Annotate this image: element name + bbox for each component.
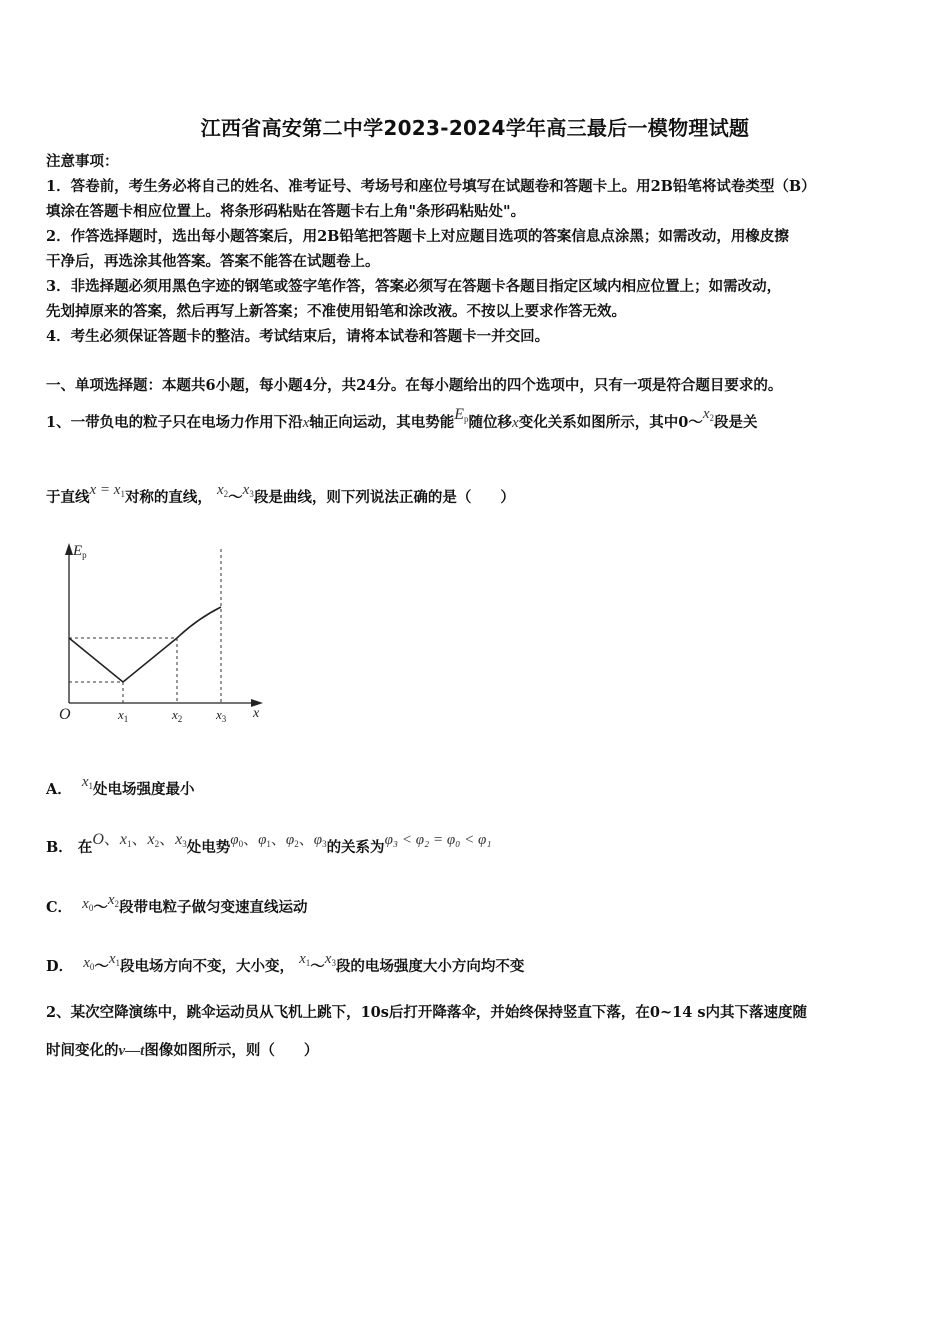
option-d[interactable]: D． $x_0\sim x_1$段电场方向不变，大小变， $x_1\sim x_3$段的电场强度大小方向均不变 [46, 951, 525, 975]
question-1-line-1: 1、一带负电的粒子只在电场力作用下沿x轴正向运动，其电势能$E_p$随位移x变化关系如图所示，其中$0\sim x_2$段是关 [46, 406, 758, 431]
ep-curve-segment [177, 607, 221, 638]
tick-x1: $x_1$ [118, 707, 129, 724]
page-title: 江西省高安第二中学2023-2024学年高三最后一模物理试题 [200, 116, 750, 140]
ep-line-segment [69, 638, 177, 682]
ep-x-graph [55, 535, 275, 735]
y-axis-arrow [65, 543, 73, 555]
tick-x3: $x_3$ [216, 707, 227, 724]
y-axis-label: $E_p$ [73, 543, 87, 560]
question-1-line-2: 于直线$x = x_1$对称的直线， $x_2\sim x_3$段是曲线，则下列说法正确的是（ ） [46, 482, 515, 506]
notice-line: 3．非选择题必须用黑色字迹的钢笔或签字笔作答，答案必须写在答题卡各题目指定区域内相应位置上；如需改动， [46, 278, 782, 295]
tick-x2: $x_2$ [172, 707, 183, 724]
question-2-line-1: 2、某次空降演练中，跳伞运动员从飞机上跳下，10s后打开降落伞，并始终保持竖直下落，在0~14 s内其下落速度随 [46, 1004, 808, 1021]
notice-line: 4．考生必须保证答题卡的整洁。考试结束后，请将本试卷和答题卡一并交回。 [46, 328, 550, 345]
notice-line: 2．作答选择题时，选出每小题答案后，用2B铅笔把答题卡上对应题目选项的答案信息点涂黑；如需改动，用橡皮擦 [46, 228, 789, 245]
option-b[interactable]: B． 在O、$x_1$、$x_2$、$x_3$处电势$\varphi_0$、$\varphi_1$、$\varphi_2$、$\varphi_3$的关系为φ₃ < φ₂ = φ₀ < φ₁ [46, 831, 492, 856]
notice-line: 填涂在答题卡相应位置上。将条形码粘贴在答题卡右上角"条形码粘贴处"。 [46, 203, 526, 220]
notice-heading: 注意事项： [46, 153, 119, 170]
x-axis-label: x [253, 706, 260, 721]
notice-line: 1．答卷前，考生务必将自己的姓名、准考证号、考场号和座位号填写在试题卷和答题卡上。用2B铅笔将试卷类型（B） [46, 178, 816, 195]
option-a[interactable]: A． $x_1$处电场强度最小 [46, 774, 195, 798]
notice-line: 干净后，再选涂其他答案。答案不能答在试题卷上。 [46, 253, 380, 270]
section-heading: 一、单项选择题：本题共6小题，每小题4分，共24分。在每小题给出的四个选项中，只有一项是符合题目要求的。 [46, 377, 783, 394]
origin-label: O [59, 706, 71, 723]
question-2-line-2: 时间变化的v—t图像如图所示，则（ ） [46, 1042, 319, 1059]
option-c[interactable]: C． $x_0\sim x_2$段带电粒子做匀变速直线运动 [46, 892, 308, 916]
notice-line: 先划掉原来的答案，然后再写上新答案；不准使用铅笔和涂改液。不按以上要求作答无效。 [46, 303, 626, 320]
